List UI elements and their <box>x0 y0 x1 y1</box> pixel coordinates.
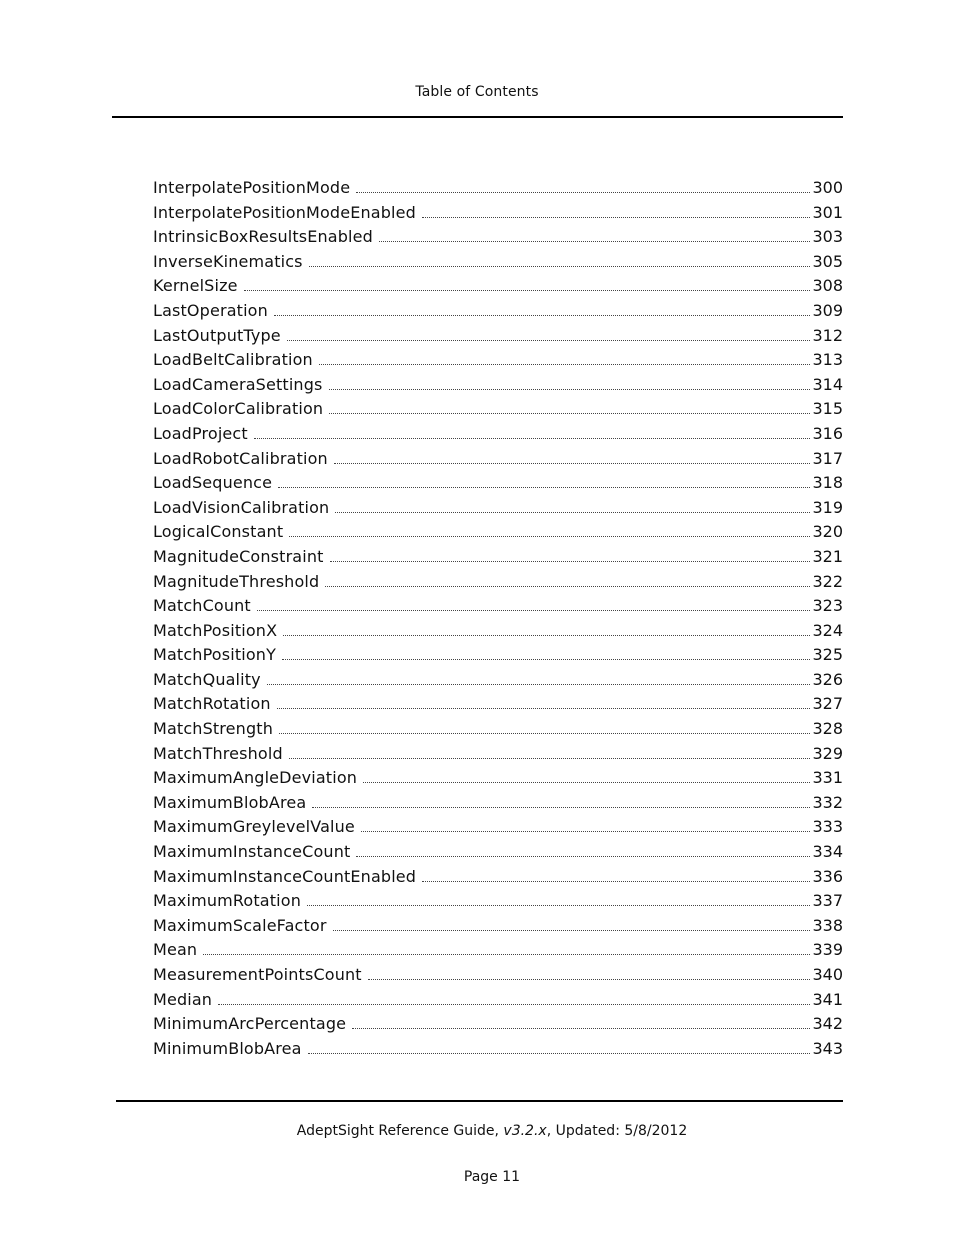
toc-dot-leader <box>277 707 811 709</box>
toc-entry-label[interactable]: InterpolatePositionMode <box>153 178 351 197</box>
toc-entry[interactable] <box>153 916 843 941</box>
toc-entry-page-number[interactable]: 339 <box>812 940 843 960</box>
footer-guide-line <box>0 1123 954 1139</box>
toc-entry-page-number[interactable]: 338 <box>812 915 843 935</box>
toc-dot-leader <box>274 314 811 316</box>
toc-entry[interactable] <box>153 227 843 252</box>
toc-entry-label[interactable]: LoadProject <box>153 423 248 443</box>
toc-dot-leader <box>279 732 810 734</box>
toc-dot-leader <box>278 486 810 488</box>
toc-entry-label[interactable]: MatchCount <box>153 596 251 616</box>
toc-dot-leader <box>356 191 810 193</box>
toc-entry[interactable] <box>153 965 843 990</box>
toc-entry-label[interactable]: InverseKinematics <box>153 251 303 271</box>
toc-entry[interactable] <box>153 719 843 744</box>
footer-updated: , Updated: 5/8/2012 <box>546 1123 688 1139</box>
toc-entry-page-number[interactable]: 309 <box>812 300 843 320</box>
toc-entry-page-number[interactable]: 317 <box>812 448 843 468</box>
toc-entry-page-number[interactable]: 332 <box>812 792 843 812</box>
toc-entry[interactable] <box>153 596 843 621</box>
toc-entry-page-number[interactable]: 314 <box>812 374 843 394</box>
toc-entry[interactable] <box>153 670 843 695</box>
toc-entry-label[interactable]: Median <box>153 989 213 1009</box>
toc-entry-label[interactable]: LoadCameraSettings <box>153 374 323 394</box>
toc-entry[interactable] <box>153 744 843 769</box>
toc-entry-page-number[interactable]: 305 <box>812 251 843 271</box>
toc-dot-leader <box>218 1003 810 1005</box>
toc-entry-label[interactable]: MaximumGreylevelValue <box>153 817 355 837</box>
toc-entry-page-number[interactable]: 323 <box>812 596 843 616</box>
toc-entry[interactable] <box>153 547 843 572</box>
toc-entry-label[interactable]: MatchPositionX <box>153 620 278 640</box>
toc-entry-page-number[interactable]: 313 <box>812 350 843 370</box>
toc-entry[interactable] <box>153 940 843 965</box>
toc-dot-leader <box>267 683 811 685</box>
toc-entry-page-number[interactable]: 341 <box>812 989 843 1009</box>
toc-entry[interactable] <box>153 645 843 670</box>
toc-dot-leader <box>319 363 811 365</box>
toc-entry-label[interactable]: MagnitudeThreshold <box>153 571 320 591</box>
toc-entry-label[interactable]: InterpolatePositionModeEnabled <box>153 202 416 222</box>
toc-entry-label[interactable]: KernelSize <box>153 276 238 296</box>
toc-dot-leader <box>422 216 811 218</box>
toc-dot-leader <box>334 462 811 464</box>
toc-entry-page-number[interactable]: 333 <box>812 817 843 837</box>
table-of-contents <box>153 178 843 1063</box>
toc-entry[interactable] <box>153 449 843 474</box>
toc-entry[interactable] <box>153 399 843 424</box>
toc-entry-label[interactable]: MagnitudeConstraint <box>153 546 324 566</box>
toc-dot-leader <box>335 511 810 513</box>
toc-entry-label[interactable]: LoadVisionCalibration <box>153 497 330 517</box>
toc-entry[interactable] <box>153 817 843 842</box>
page-header-title: Table of Contents <box>415 84 539 100</box>
toc-dot-leader <box>325 585 810 587</box>
footer-version: v3.2.x <box>503 1123 547 1139</box>
toc-entry-page-number[interactable]: 328 <box>812 719 843 739</box>
toc-entry[interactable] <box>153 867 843 892</box>
toc-entry[interactable] <box>153 891 843 916</box>
toc-entry[interactable] <box>153 375 843 400</box>
toc-dot-leader <box>203 953 810 955</box>
footer-guide-title: AdeptSight Reference Guide, <box>296 1123 499 1139</box>
toc-entry[interactable] <box>153 350 843 375</box>
toc-entry[interactable] <box>153 178 843 203</box>
toc-entry-label[interactable]: MaximumAngleDeviation <box>153 768 358 788</box>
toc-entry-page-number[interactable]: 301 <box>812 202 843 222</box>
toc-dot-leader <box>312 806 810 808</box>
toc-entry-page-number[interactable]: 327 <box>812 694 843 714</box>
toc-dot-leader <box>356 855 810 857</box>
toc-dot-leader <box>379 240 811 242</box>
toc-entry-page-number[interactable]: 308 <box>812 276 843 296</box>
toc-entry[interactable] <box>153 326 843 351</box>
toc-entry-page-number[interactable]: 336 <box>812 866 843 886</box>
toc-dot-leader <box>329 412 810 414</box>
toc-entry[interactable] <box>153 621 843 646</box>
toc-dot-leader <box>289 757 811 759</box>
toc-entry-label[interactable]: MaximumScaleFactor <box>153 915 327 935</box>
toc-entry-page-number[interactable]: 303 <box>812 227 843 247</box>
toc-entry[interactable] <box>153 842 843 867</box>
toc-entry-page-number[interactable]: 322 <box>812 571 843 591</box>
toc-dot-leader <box>254 437 811 439</box>
toc-entry[interactable] <box>153 1039 843 1064</box>
toc-entry-label[interactable]: LoadColorCalibration <box>153 399 324 419</box>
toc-entry[interactable] <box>153 424 843 449</box>
toc-dot-leader <box>307 904 810 906</box>
toc-entry[interactable] <box>153 768 843 793</box>
toc-entry[interactable] <box>153 473 843 498</box>
toc-dot-leader <box>333 929 811 931</box>
footer-divider <box>116 1100 843 1102</box>
toc-entry-page-number[interactable]: 331 <box>812 768 843 788</box>
toc-entry-label[interactable]: LoadBeltCalibration <box>153 350 313 370</box>
toc-dot-leader <box>422 880 810 882</box>
toc-dot-leader <box>329 388 811 390</box>
toc-entry[interactable] <box>153 793 843 818</box>
toc-entry-label[interactable]: MatchPositionY <box>153 645 276 665</box>
toc-dot-leader <box>257 609 811 611</box>
toc-entry-label[interactable]: MaximumInstanceCountEnabled <box>153 866 417 886</box>
toc-dot-leader <box>363 781 810 783</box>
toc-entry-page-number[interactable]: 325 <box>812 645 843 665</box>
toc-entry-label[interactable]: LastOutputType <box>153 325 281 345</box>
toc-entry-page-number[interactable]: 343 <box>812 1038 843 1058</box>
toc-dot-leader <box>361 830 811 832</box>
toc-entry-page-number[interactable]: 329 <box>812 743 843 763</box>
toc-entry-label[interactable]: IntrinsicBoxResultsEnabled <box>153 227 373 247</box>
toc-entry-label[interactable]: MaximumRotation <box>153 891 301 911</box>
toc-entry-page-number[interactable]: 340 <box>812 965 843 984</box>
toc-entry-label[interactable]: MaximumInstanceCount <box>153 842 351 862</box>
toc-entry-page-number[interactable]: 312 <box>812 325 843 345</box>
toc-entry[interactable] <box>153 498 843 523</box>
toc-entry-page-number[interactable]: 316 <box>812 423 843 443</box>
toc-entry-page-number[interactable]: 320 <box>812 522 843 542</box>
toc-dot-leader <box>352 1027 810 1029</box>
toc-entry-label[interactable]: MaximumBlobArea <box>153 792 307 812</box>
toc-entry-page-number[interactable]: 319 <box>812 497 843 517</box>
toc-dot-leader <box>308 1052 811 1054</box>
toc-entry[interactable] <box>153 1014 843 1039</box>
toc-entry[interactable] <box>153 694 843 719</box>
toc-dot-leader <box>244 289 811 291</box>
toc-entry-page-number[interactable]: 326 <box>812 669 843 689</box>
toc-dot-leader <box>287 339 811 341</box>
toc-entry-page-number[interactable]: 337 <box>812 891 843 911</box>
toc-dot-leader <box>289 535 810 537</box>
toc-entry-page-number[interactable]: 324 <box>812 620 843 640</box>
toc-dot-leader <box>282 658 810 660</box>
toc-dot-leader <box>368 978 811 980</box>
toc-entry-label[interactable]: MatchRotation <box>153 694 271 714</box>
toc-entry-page-number[interactable]: 300 <box>812 178 843 197</box>
toc-entry-page-number[interactable]: 315 <box>812 399 843 419</box>
toc-entry-label[interactable]: MatchStrength <box>153 719 273 739</box>
toc-dot-leader <box>309 265 811 267</box>
toc-entry-page-number[interactable]: 321 <box>812 546 843 566</box>
toc-entry-label[interactable]: MatchThreshold <box>153 743 283 763</box>
toc-entry-label[interactable]: LastOperation <box>153 300 268 320</box>
header-divider <box>112 116 843 118</box>
toc-entry-page-number[interactable]: 342 <box>812 1014 843 1034</box>
toc-entry-label[interactable]: Mean <box>153 940 198 960</box>
toc-entry-label[interactable]: LoadSequence <box>153 473 273 493</box>
toc-entry-label[interactable]: LogicalConstant <box>153 522 284 542</box>
toc-entry-label[interactable]: MeasurementPointsCount <box>153 965 362 984</box>
toc-dot-leader <box>283 634 810 636</box>
toc-entry[interactable] <box>153 301 843 326</box>
toc-entry-label[interactable]: MinimumBlobArea <box>153 1038 302 1058</box>
toc-entry-label[interactable]: LoadRobotCalibration <box>153 448 328 468</box>
toc-dot-leader <box>330 560 811 562</box>
toc-entry-page-number[interactable]: 318 <box>812 473 843 493</box>
toc-entry-page-number[interactable]: 334 <box>812 842 843 862</box>
toc-entry[interactable] <box>153 572 843 597</box>
toc-entry[interactable] <box>153 252 843 277</box>
toc-entry[interactable] <box>153 203 843 228</box>
toc-entry[interactable] <box>153 522 843 547</box>
toc-entry[interactable] <box>153 276 843 301</box>
toc-entry-label[interactable]: MatchQuality <box>153 669 261 689</box>
footer-page-number: Page 11 <box>463 1169 521 1185</box>
toc-entry-label[interactable]: MinimumArcPercentage <box>153 1014 347 1034</box>
toc-entry[interactable] <box>153 990 843 1015</box>
